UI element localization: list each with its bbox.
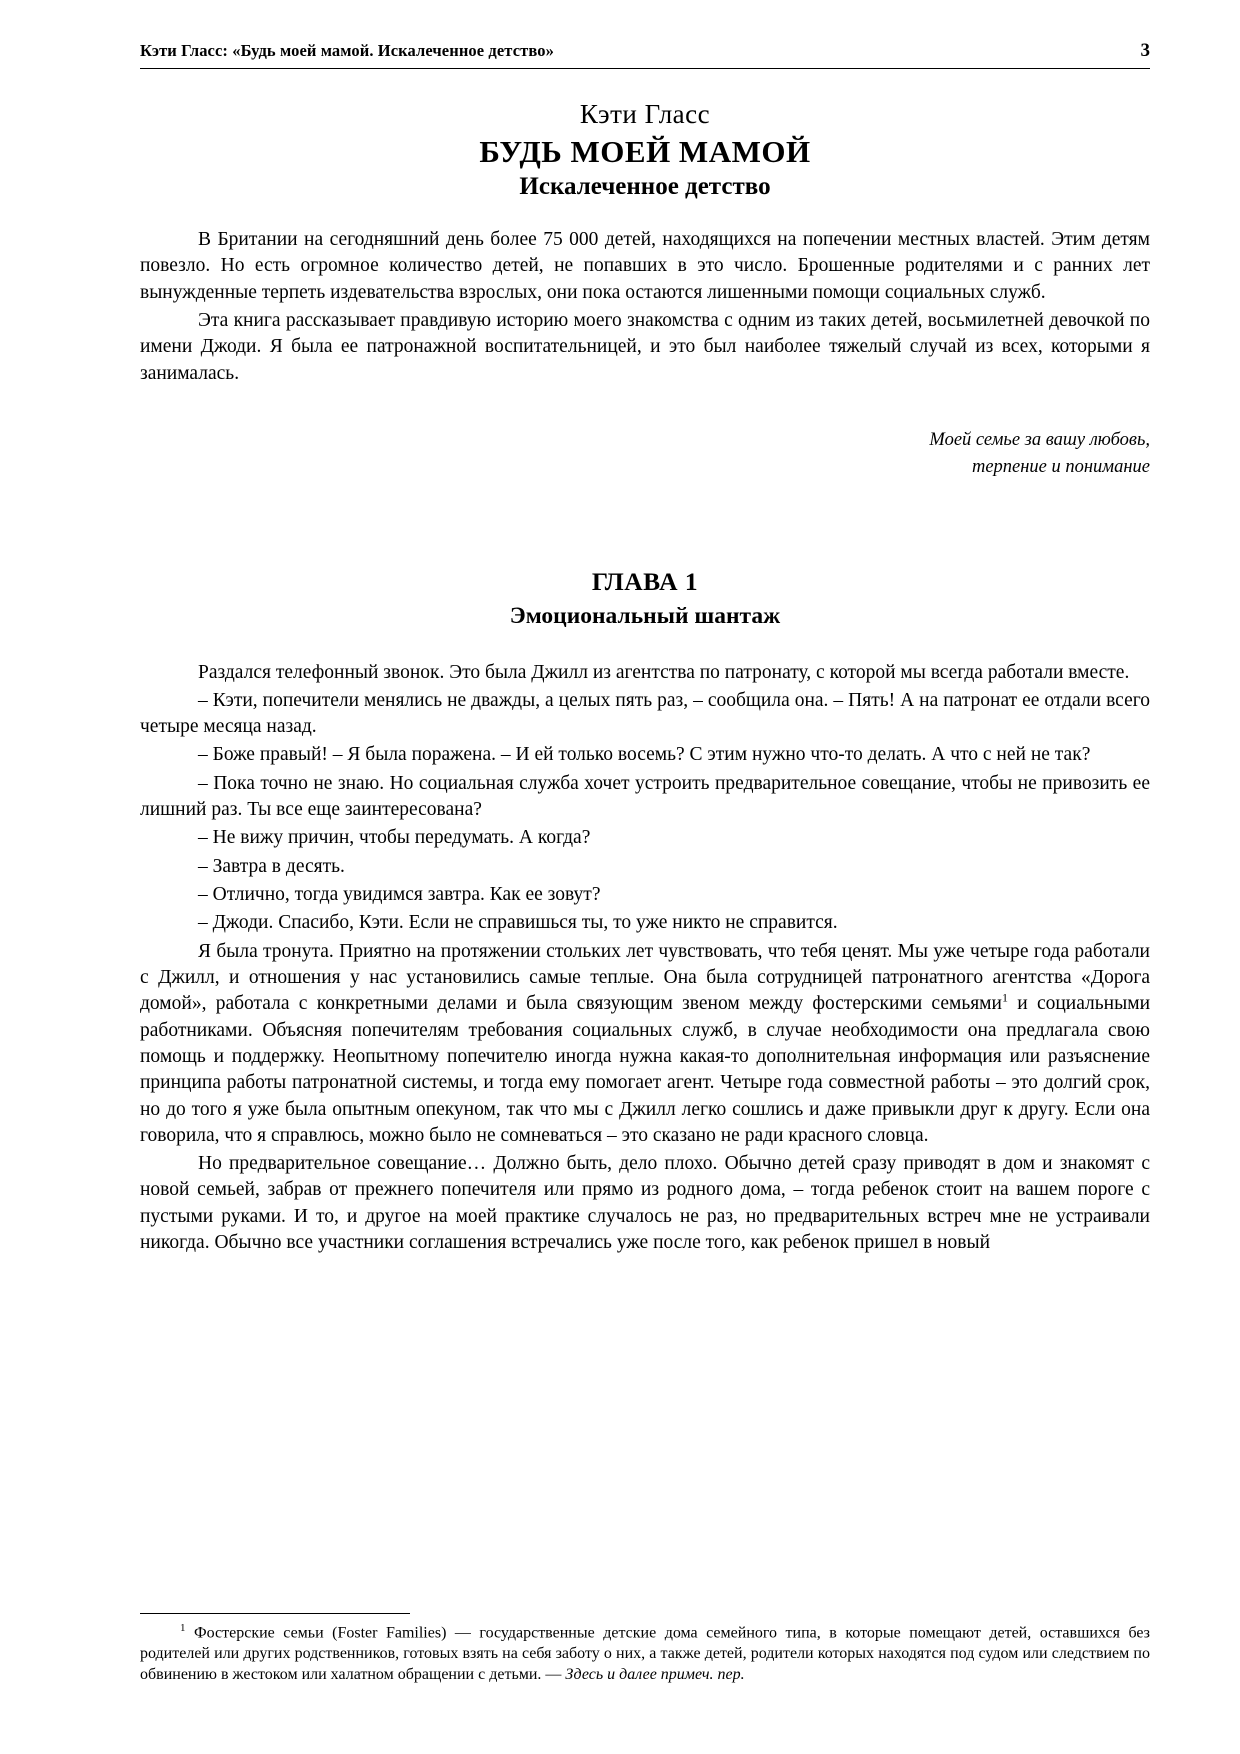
chapter-label: ГЛАВА 1 [591,566,699,596]
body-paragraph-10: Но предварительное совещание… Должно быть, дело плохо. Обычно детей сразу приводят в дом и знакомят с новой семьей, забрав от прежнего попечителя или прямо из родного дома, – тогда ребенок стоит на вашем пороге с пустыми руками. И то, и другое на моей практике случалось не раз, но предварительных встреч мне не устраивали никогда. Обычно все участники соглашения встречались уже после того, как ребенок пришел в новый [140,1153,1150,1254]
book-title: БУДЬ МОЕЙ МАМОЙ [479,134,811,169]
body-paragraph-9-part2: и социальными работниками. Объясняя попечителям требования социальных служб, в случае необходимости она предлагала свою помощь и поддержку. Неопытному попечителю иногда нужна какая-то дополнительная информация или разъяснение принципа работы патронатной системы, и тогда ему помогает агент. Четыре года совместной работы – это долгий срок, но до того я уже была опытным опекуном, так что мы с Джилл легко сошлись и даже привыкли друг к другу. Если она говорила, что я справлюсь, можно было не сомневаться – это сказано не ради красного словца. [140,993,1150,1146]
header-divider [140,68,1150,69]
body-paragraph-4: – Пока точно не знаю. Но социальная служба хочет устроить предварительное совещание, чтобы не привозить ее лишний раз. Ты все еще заинтересована? [140,772,1150,821]
footnote-marker: 1 [180,1622,186,1635]
chapter-heading [140,567,1150,630]
page-number: 3 [1140,40,1150,61]
intro-paragraph-1: В Британии на сегодняшний день более 75 000 детей, находящихся на попечении местных властей. Этим детям повезло. Но есть огромное количество детей, не попавших в это число. Брошенные родителями и с ранних лет вынужденные терпеть издевательства взрослых, они пока остаются лишенными помощи социальных служб. [140,229,1150,303]
chapter-title: Эмоциональный шантаж [509,602,781,629]
footnote-1 [140,1621,1150,1686]
body-paragraph-9 [140,939,1150,1150]
footnote-divider [140,1613,410,1614]
body-paragraph-9-part1: Я была тронута. Приятно на протяжении стольких лет чувствовать, что тебя ценят. Мы уже четыре года работали с Джилл, и отношения у нас установились самые теплые. Она была сотрудницей патронатного агентства «Дорога домой», работала с конкретными делами и была связующим звеном между фостерскими семьями [140,940,1150,1015]
footnote-text: Фостерские семьи (Foster Families) — государственные детские дома семейного типа, в которые помещают детей, оставшихся без родителей или других родственников, готовых взять на себя заботу о них, а также детей, родители которых находятся под судом или следствием по обвинению в жестоком или халатном обращении с детьми. — [140,1624,1150,1684]
body-paragraph-7: – Отлично, тогда увидимся завтра. Как ее зовут? [198,884,601,905]
body-paragraph-1: Раздался телефонный звонок. Это была Джилл из агентства по патронату, с которой мы всегда работали вместе. [198,661,1130,683]
footnote-area [140,1613,1150,1686]
intro-paragraph-2: Эта книга рассказывает правдивую историю моего знакомства с одним из таких детей, восьмилетней девочкой по имени Джоди. Я была ее патронажной воспитательницей, и это был наиболее тяжелый случай из всех, которыми я занималась. [140,309,1150,384]
body-paragraph-3: – Боже правый! – Я была поражена. – И ей только восемь? С этим нужно что-то делать. А что с ней не так? [198,744,1091,766]
dedication [140,427,1150,481]
dedication-line-1: Моей семье за вашу любовь, [929,429,1150,450]
title-block [140,99,1150,201]
running-header-title: Кэти Гласс: «Будь моей мамой. Искалеченное детство» [140,41,554,60]
body-paragraph-5: – Не вижу причин, чтобы передумать. А когда? [198,827,591,849]
body-paragraph-2: – Кэти, попечители менялись не дважды, а целых пять раз, – сообщила она. – Пять! А на патронат ее отдали всего четыре месяца назад. [140,689,1150,738]
footnote-reference-1[interactable]: 1 [1001,990,1008,1005]
dedication-line-2: терпение и понимание [971,456,1150,477]
running-header [140,40,1150,68]
body-paragraph-8: – Джоди. Спасибо, Кэти. Если не справишься ты, то уже никто не справится. [198,912,838,934]
book-subtitle: Искалеченное детство [519,173,771,200]
footnote-attribution: Здесь и далее примеч. пер. [565,1666,745,1684]
book-author: Кэти Гласс [579,99,711,129]
body-paragraph-6: – Завтра в десять. [198,855,345,877]
